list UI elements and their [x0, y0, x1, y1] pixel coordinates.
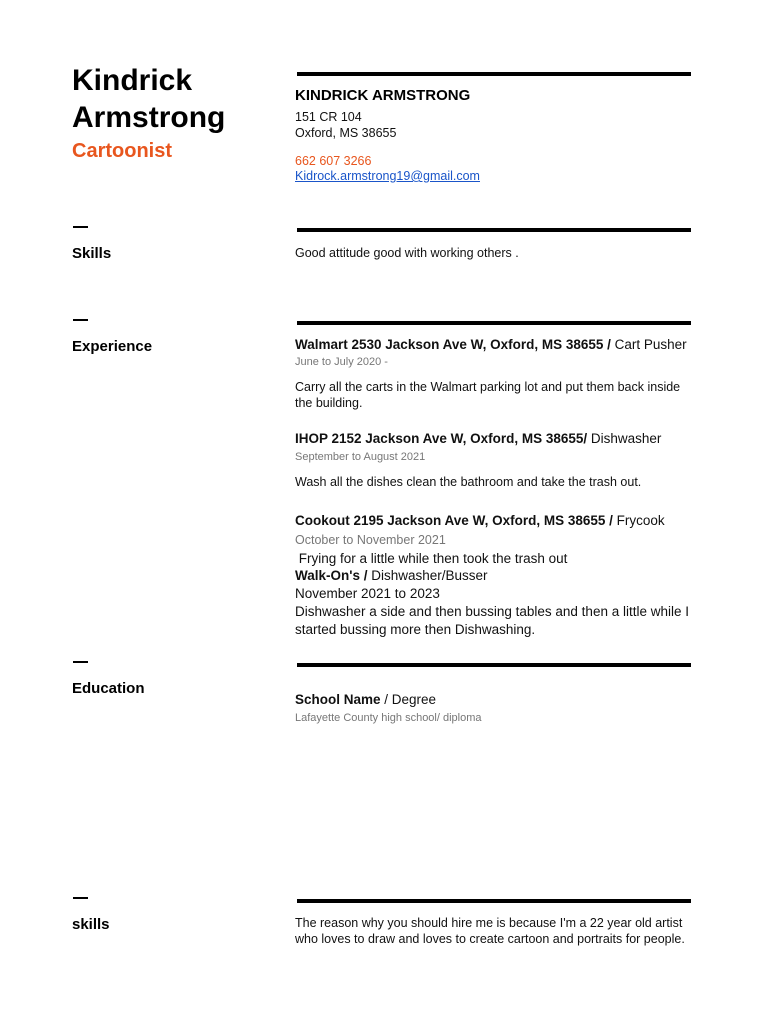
skills-text: Good attitude good with working others .: [295, 246, 519, 260]
experience-label: Experience: [72, 338, 153, 355]
skills2-text: The reason why you should hire me is because I'm a 22 year old artist: [295, 916, 683, 930]
degree-label: / Degree: [380, 692, 437, 707]
skills2-text: who loves to draw and loves to create cartoon and portraits for people.: [295, 932, 685, 946]
education-label: Education: [72, 680, 145, 697]
job-title: [295, 513, 665, 528]
employer: Cookout 2195 Jackson Ave W, Oxford, MS 38655 /: [295, 513, 613, 528]
employer: Walmart 2530 Jackson Ave W, Oxford, MS 38655 /: [295, 337, 611, 352]
job-description: Carry all the carts in the Walmart parking lot and put them back inside: [295, 380, 681, 394]
section-dash: [73, 897, 88, 899]
phone-number: 662 607 3266: [295, 154, 372, 168]
employer: IHOP 2152 Jackson Ave W, Oxford, MS 38655/: [295, 431, 588, 446]
school-name-label: School Name: [295, 692, 381, 707]
job-description: started bussing more then Dishwashing.: [295, 622, 536, 637]
job-title: [295, 568, 488, 583]
contact-name: KINDRICK ARMSTRONG: [295, 87, 471, 104]
position: Dishwasher: [587, 431, 662, 446]
job-dates: September to August 2021: [295, 451, 426, 463]
address-line-1: 151 CR 104: [295, 110, 362, 124]
section-dash: [73, 661, 88, 663]
first-name: Kindrick: [72, 64, 193, 97]
job-dates: June to July 2020 -: [295, 356, 388, 368]
school-heading: [295, 692, 436, 707]
job-dates: October to November 2021: [295, 533, 446, 547]
skills-label: Skills: [72, 245, 112, 262]
job-description: Frying for a little while then took the trash out: [295, 551, 568, 566]
section-dash: [73, 319, 88, 321]
address-line-2: Oxford, MS 38655: [295, 126, 397, 140]
job-role: Cartoonist: [72, 140, 172, 162]
email-link[interactable]: Kidrock.armstrong19@gmail.com: [295, 169, 480, 183]
job-title: [295, 431, 661, 446]
school-detail: Lafayette County high school/ diploma: [295, 712, 482, 724]
job-description: Wash all the dishes clean the bathroom and take the trash out.: [295, 475, 642, 489]
employer: Walk-On's /: [295, 568, 368, 583]
job-description: the building.: [295, 396, 363, 410]
section-rule: [297, 663, 691, 667]
section-rule: [297, 899, 691, 903]
job-title: [295, 337, 687, 352]
section-rule: [297, 321, 691, 325]
last-name: Armstrong: [72, 101, 226, 134]
section-dash: [73, 226, 88, 228]
position: Frycook: [612, 513, 665, 528]
skills2-label: skills: [72, 916, 110, 933]
position: Dishwasher/Busser: [367, 568, 488, 583]
job-description: Dishwasher a side and then bussing tables and then a little while I: [295, 604, 689, 619]
position: Cart Pusher: [610, 337, 687, 352]
section-rule: [297, 72, 691, 76]
section-rule: [297, 228, 691, 232]
job-dates: November 2021 to 2023: [295, 586, 440, 601]
